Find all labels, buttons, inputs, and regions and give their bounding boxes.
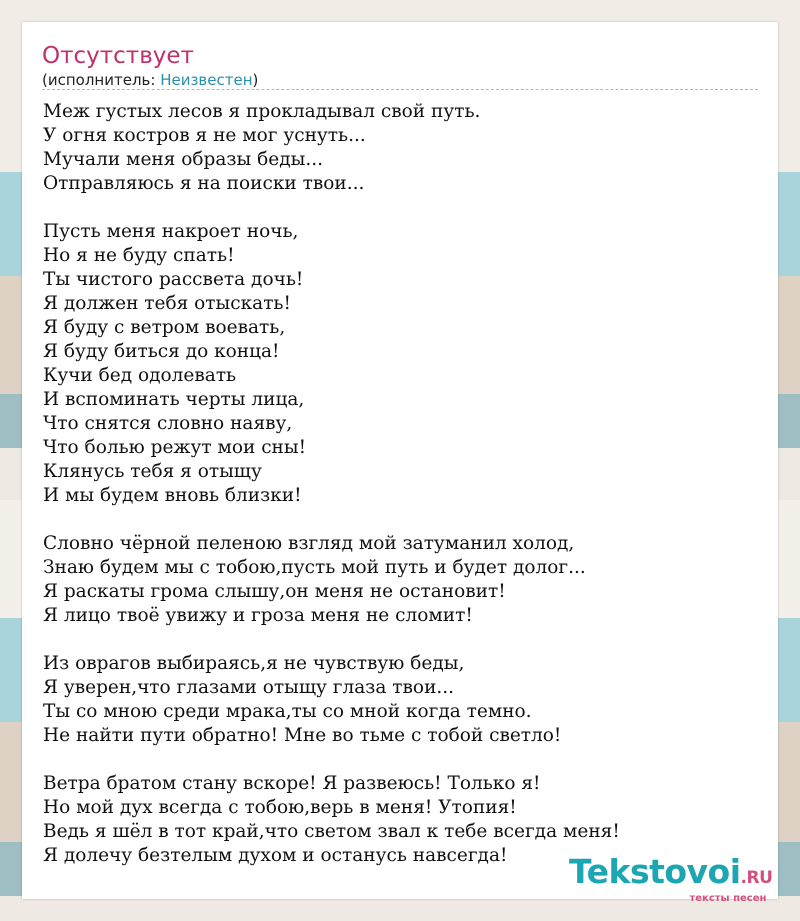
lyric-line: Я долечу безтелым духом и останусь навсегда! [43, 845, 508, 866]
lyric-line: И вспоминать черты лица, [43, 389, 305, 410]
lyric-line: Ты со мною среди мрака,ты со мной когда темно. [43, 701, 532, 722]
lyric-line [43, 196, 620, 220]
logo-tld: .RU [740, 868, 773, 888]
lyric-line: У огня костров я не мог уснуть... [43, 125, 366, 146]
artist-prefix: (исполнитель: [42, 71, 161, 89]
lyric-line: Что болью режут мои сны! [43, 437, 307, 458]
lyric-line: Ветра братом стану вскоре! Я развеюсь! Только я! [43, 773, 541, 794]
lyric-line: Ведь я шёл в тот край,что светом звал к тебе всегда меня! [43, 821, 620, 842]
lyric-line: Отправляюсь я на поиски твои... [43, 173, 365, 194]
lyric-line: Что снятся словно наяву, [43, 413, 293, 434]
lyric-line: Но мой дух всегда с тобою,верь в меня! Утопия! [43, 797, 517, 818]
artist-line [42, 70, 258, 90]
lyrics-text [43, 100, 620, 868]
lyric-line [43, 748, 620, 772]
lyric-line: Ты чистого рассвета дочь! [43, 269, 304, 290]
song-title: Отсутствует [42, 43, 194, 69]
lyric-line [43, 628, 620, 652]
title-divider [42, 89, 758, 90]
lyric-line [43, 508, 620, 532]
lyric-line: Кучи бед одолевать [43, 365, 237, 386]
lyric-line: И мы будем вновь близки! [43, 485, 302, 506]
lyric-line: Знаю будем мы с тобою,пусть мой путь и будет долог... [43, 557, 586, 578]
lyric-line: Я буду биться до конца! [43, 341, 280, 362]
lyric-line: Я уверен,что глазами отыщу глаза твои... [43, 677, 455, 698]
lyric-line: Но я не буду спать! [43, 245, 235, 266]
lyric-line: Я раскаты грома слышу,он меня не остановит! [43, 581, 506, 602]
lyric-line: Из оврагов выбираясь,я не чувствую беды, [43, 653, 465, 674]
logo-tagline: тексты песен [689, 893, 767, 904]
lyric-line: Я буду с ветром воевать, [43, 317, 286, 338]
logo-name: Tekstovoi [569, 852, 741, 891]
site-logo[interactable] [569, 854, 772, 905]
lyric-line: Я должен тебя отыскать! [43, 293, 291, 314]
lyric-line: Мучали меня образы беды... [43, 149, 323, 170]
lyric-line: Словно чёрной пеленою взгляд мой затуманил холод, [43, 533, 575, 554]
lyric-line: Я лицо твоё увижу и гроза меня не сломит! [43, 605, 473, 626]
lyric-line: Не найти пути обратно! Мне во тьме с тобой светло! [43, 725, 562, 746]
artist-link[interactable]: Неизвестен [160, 71, 253, 89]
artist-suffix: ) [252, 71, 259, 89]
logo-wordmark [569, 854, 772, 896]
lyric-line: Пусть меня накроет ночь, [43, 221, 299, 242]
lyrics-card [22, 22, 778, 904]
lyric-line: Клянусь тебя я отыщу [43, 461, 262, 482]
lyric-line: Меж густых лесов я прокладывал свой путь. [43, 101, 481, 122]
